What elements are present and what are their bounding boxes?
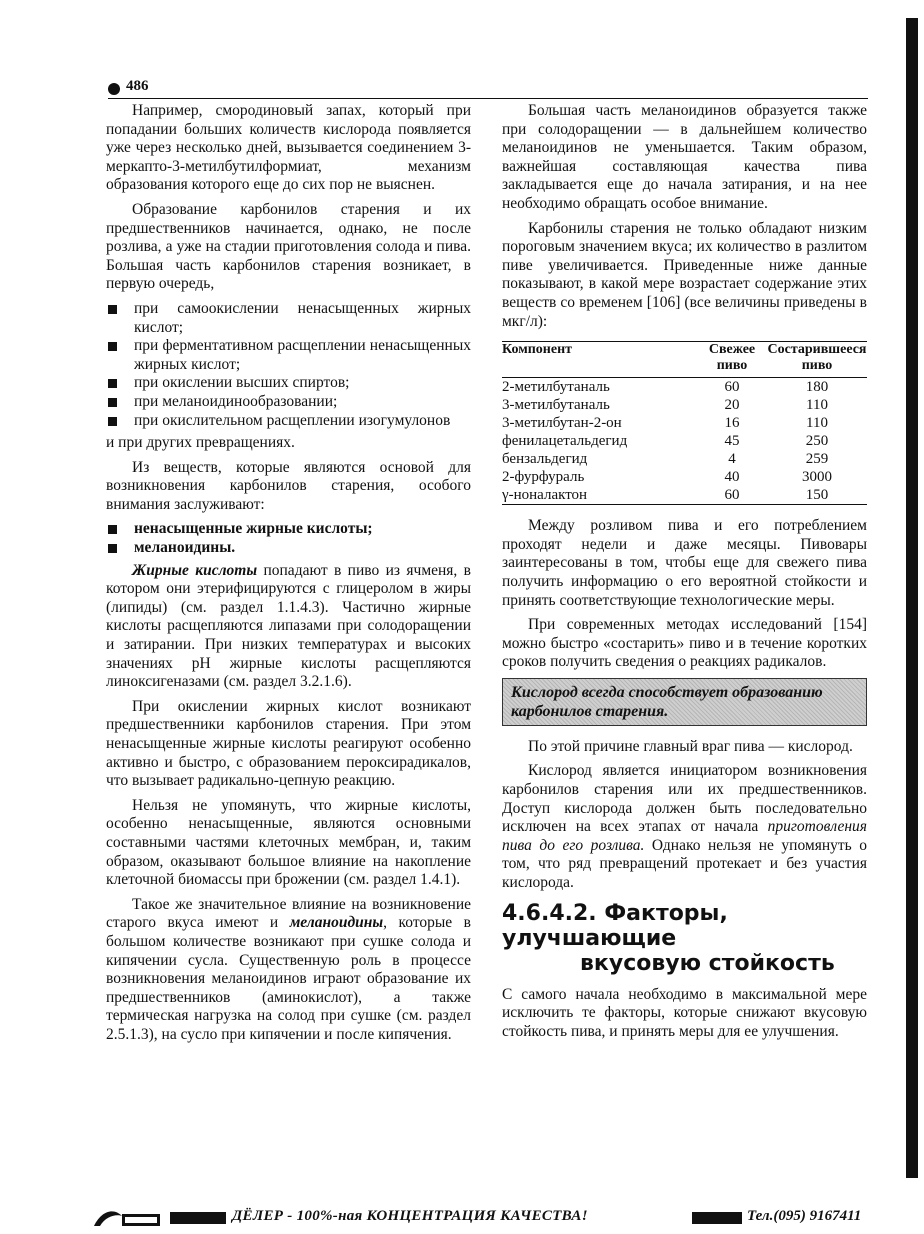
- paragraph-text: попадают в пиво из ячменя, в котором они этерифицируются с глицеролом в жиры (липиды) (см. раздел 1.1.4.3). Частично жирные кислоты расщепляются липазами при солодоращении и затирании. При низких температурах и высоких значениях pH жирные кислоты расщепляются линоксигеназами (см. раздел 3.2.1.6).: [106, 561, 471, 691]
- page-footer: [92, 1206, 872, 1230]
- section-title-line1: Факторы, улучшающие: [502, 900, 728, 951]
- left-column: [106, 102, 471, 1051]
- table-row: [502, 432, 867, 450]
- paragraph-text: Кислород является инициатором возникновения карбонилов старения или их предшественников. Доступ кислорода должен быть последовательно исключен на всех этапах от начала: [502, 762, 867, 836]
- table-cell: 150: [805, 487, 829, 504]
- components-table: [502, 341, 867, 505]
- paragraph: Образование карбонилов старения и их предшественников начинается, однако, не после розлива, а уже на стадии приготовления солода и пива. Большая часть карбонилов старения возникает, в первую очередь,: [106, 200, 471, 293]
- list-item: меланоидины.: [106, 539, 471, 558]
- table-header: Состарившееся пиво: [767, 342, 867, 374]
- page-edge-bar: [906, 18, 918, 1178]
- table-cell: 20: [724, 397, 740, 414]
- list-item: при окислительном расщеплении изогумулонов: [106, 412, 471, 431]
- paragraph-text: , которые в большом количестве возникают при сушке солода и кипячении сусла. Существенную роль в процессе возникновения меланоидинов играют образование их предшественников (аминокислот), а также термическая нагрузка на солод при сушке (см. раздел 2.5.1.3), на сусло при кипячении и после кипячения.: [106, 914, 471, 1043]
- table-header: Компонент: [502, 342, 573, 358]
- list-item: при окислении высших спиртов;: [106, 374, 471, 393]
- footer-phone: Тел.(095) 9167411: [747, 1208, 862, 1224]
- table-row: [502, 450, 867, 468]
- table-cell: 60: [724, 379, 740, 396]
- paragraph: Между розливом пива и его потреблением проходят недели и даже месяцы. Пивовары заинтересованы в том, чтобы еще для свежего пива получить информацию о его вероятной стойкости и принять соответствующие технологические меры.: [502, 517, 867, 609]
- paragraph: [106, 896, 471, 1045]
- paragraph: [502, 762, 867, 892]
- table-cell: 45: [724, 433, 740, 450]
- paragraph: [106, 562, 471, 692]
- table-cell: 16: [724, 415, 740, 432]
- highlight-callout: Кислород всегда способствует образованию карбонилов старения.: [502, 678, 867, 726]
- table-cell: 3000: [802, 469, 832, 486]
- right-column: [502, 102, 867, 1047]
- table-cell: 250: [805, 433, 829, 450]
- table-cell: бензальдегид: [502, 451, 588, 468]
- table-cell: 60: [724, 487, 740, 504]
- bold-bullet-list: [106, 520, 471, 557]
- bullet-list: [106, 300, 471, 430]
- table-row: [502, 396, 867, 414]
- table-row: [502, 378, 867, 397]
- table-cell: 3-метилбутан-2-он: [502, 415, 622, 432]
- table-cell: 4: [728, 451, 736, 468]
- table-row: [502, 468, 867, 486]
- footer-slogan: ДЁЛЕР - 100%-ная КОНЦЕНТРАЦИЯ КАЧЕСТВА!: [232, 1208, 588, 1224]
- list-item: ненасыщенные жирные кислоты;: [106, 520, 471, 539]
- term-fatty-acids: Жирные кислоты: [132, 561, 258, 579]
- footer-block: [170, 1212, 226, 1224]
- paragraph: Нельзя не упомянуть, что жирные кислоты, особенно ненасыщенные, являются основными составными частями клеточных мембран, и, таким образом, оказывают большое влияние на накопление клеточной биомассы при брожении (см. раздел 1.4.1).: [106, 796, 471, 889]
- table-cell: 3-метилбутаналь: [502, 397, 610, 414]
- page-header: [108, 80, 868, 100]
- paragraph: С самого начала необходимо в максимальной мере исключить те факторы, которые снижают вкусовую стойкость пива, и принять меры для ее улучшения.: [502, 985, 867, 1040]
- table-row: [502, 414, 867, 432]
- paragraph: Например, смородиновый запах, который при попадании больших количеств кислорода появляется уже через несколько дней, вызывается соединением 3-меркапто-3-метилбутилформиат, механизм образования которого еще до сих пор не выяснен.: [106, 102, 471, 194]
- table-header: Свежее пиво: [708, 342, 756, 374]
- table-cell: фенилацетальдегид: [502, 433, 628, 450]
- table-cell: γ-ноналактон: [502, 487, 588, 504]
- table-cell: 180: [805, 379, 829, 396]
- table-cell: 110: [806, 397, 828, 414]
- section-heading: [502, 901, 867, 976]
- table-cell: 2-фурфураль: [502, 469, 585, 486]
- page-number: 486: [126, 78, 149, 94]
- paragraph: При современных методах исследований [154] можно быстро «состарить» пиво и в течение коротких сроков получить сведения о реакциях радикалов.: [502, 616, 867, 671]
- paragraph-text: Однако нельзя не упомянуть о том, что ряд превращений протекает и без участия кислорода.: [502, 836, 867, 892]
- table-cell: 40: [724, 469, 740, 486]
- footer-block: [692, 1212, 742, 1224]
- paragraph: Большая часть меланоидинов образуется также при солодоращении — в дальнейшем количество меланоидинов не уменьшается. Таким образом, важнейшая составляющая качества пива закладывается еще до начала затирания, и на нее необходимо обращать особое внимание.: [502, 102, 867, 212]
- paragraph: При окислении жирных кислот возникают предшественники карбонилов старения. При этом ненасыщенные жирные кислоты реагируют особенно активно и быстро, с образованием пероксирадикалов, что вызывает радикально-цепную реакцию.: [106, 697, 471, 790]
- table-row: [502, 486, 867, 505]
- term-melanoidins: меланоидины: [289, 914, 384, 932]
- table-header-row: [502, 342, 867, 378]
- paragraph: Из веществ, которые являются основой для возникновения карбонилов старения, особого внимания заслуживают:: [106, 458, 471, 513]
- table-cell: 259: [805, 451, 829, 468]
- section-number: 4.6.4.2.: [502, 900, 597, 926]
- header-rule: [108, 98, 868, 99]
- list-item: при самоокислении ненасыщенных жирных кислот;: [106, 300, 471, 337]
- paragraph-text: Такое же значительное влияние на возникновение старого вкуса имеют и: [106, 895, 471, 932]
- table-cell: 110: [806, 415, 828, 432]
- paragraph: Карбонилы старения не только обладают низким пороговым значением вкуса; их количество в разлитом пиве увеличивается. Приведенные ниже данные показывают, в какой мере возрастает содержание этих веществ со временем [106] (все величины приведены в мкг/л):: [502, 219, 867, 330]
- page-marker-icon: [108, 83, 120, 95]
- list-item: при меланоидинообразовании;: [106, 393, 471, 412]
- publisher-logo-icon: [92, 1206, 162, 1228]
- paragraph-italic-text: приготовления пива до его розлива.: [502, 818, 867, 854]
- paragraph: По этой причине главный враг пива — кислород.: [528, 737, 853, 755]
- table-cell: 2-метилбутаналь: [502, 379, 610, 396]
- paragraph: и при других превращениях.: [106, 434, 295, 452]
- list-item: при ферментативном расщеплении ненасыщенных жирных кислот;: [106, 337, 471, 374]
- section-title-line2: вкусовую стойкость: [580, 950, 835, 976]
